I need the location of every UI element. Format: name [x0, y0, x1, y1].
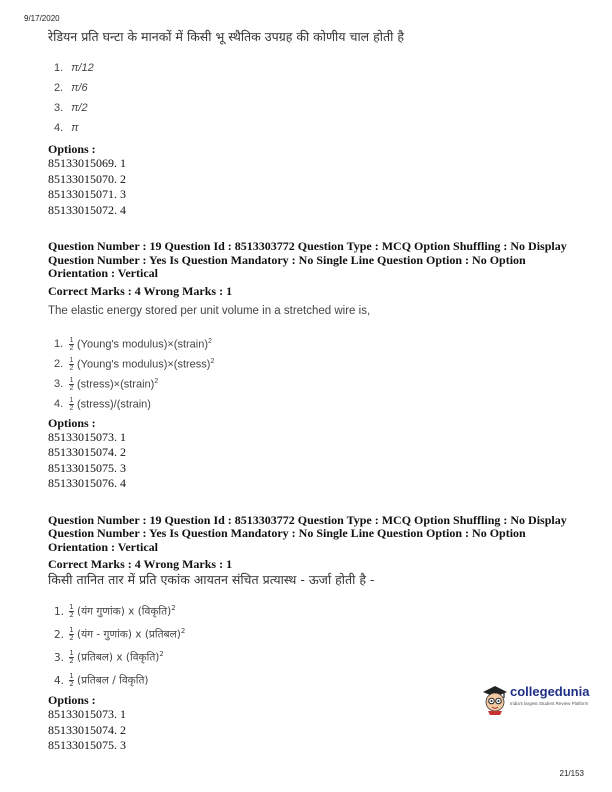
q1-option-4: 4. π — [54, 122, 79, 134]
q2-options-label: Options : — [48, 415, 96, 430]
q2-options — [54, 332, 588, 412]
half-fraction: $\frac{1}{2}$ — [69, 376, 74, 392]
q1-option-2: 2. π/6 — [54, 82, 88, 94]
page-number: 21/153 — [559, 769, 584, 778]
q2-option-1: 1. $\frac{1}{2}$ (Young's modulus)×(strain)$^2$ — [54, 336, 212, 352]
q2-meta: Question Number : 19 Question Id : 8513303772 Question Type : MCQ Option Shuffling : No Display Question Number : Yes Is Question Mandatory : No Single Line Question Option : No Option Orientation : Vertical — [48, 239, 567, 280]
q3-option-2: 2. $\frac{1}{2}$ (यंग - गुणांक) x (प्रतिबल)$^2$ — [54, 626, 186, 642]
q2-option-3: 3. $\frac{1}{2}$ (stress)×(strain)$^2$ — [54, 376, 159, 392]
q1-option-code: 85133015072. 4 — [48, 202, 126, 217]
q1-options — [54, 58, 588, 138]
q2-option-code: 85133015074. 2 — [48, 445, 126, 459]
q2-option-code: 85133015073. 1 — [48, 429, 126, 444]
half-fraction: $\frac{1}{2}$ — [69, 626, 74, 642]
half-fraction: $\frac{1}{2}$ — [69, 672, 74, 688]
q2-option-4: 4. $\frac{1}{2}$ (stress)/(strain) — [54, 396, 151, 412]
q1-option-3: 3. π/2 — [54, 102, 88, 114]
logo-brand-text: collegedunia — [510, 684, 590, 699]
q3-option-code: 85133015075. 3 — [48, 738, 126, 752]
half-fraction: $\frac{1}{2}$ — [69, 603, 74, 619]
q2-option-code: 85133015076. 4 — [48, 476, 126, 490]
half-fraction: $\frac{1}{2}$ — [69, 336, 74, 352]
q3-text: किसी तानित तार में प्रति एकांक आयतन संचित प्रत्यास्थ - ऊर्जा होती है - — [48, 572, 375, 587]
q3-options — [54, 597, 588, 689]
half-fraction: $\frac{1}{2}$ — [69, 356, 74, 372]
q1-option-code: 85133015071. 3 — [48, 187, 126, 201]
q3-marks: Correct Marks : 4 Wrong Marks : 1 — [48, 557, 233, 571]
q1-option-code: 85133015069. 1 — [48, 156, 126, 170]
q2-text: The elastic energy stored per unit volume in a stretched wire is, — [48, 304, 371, 317]
print-date: 9/17/2020 — [24, 14, 60, 23]
q3-meta: Question Number : 19 Question Id : 8513303772 Question Type : MCQ Option Shuffling : No Display Question Number : Yes Is Question Mandatory : No Single Line Question Option : No Option Orientation : Vertical — [48, 512, 567, 554]
q2-option-code: 85133015075. 3 — [48, 460, 126, 475]
q3-option-4: 4. $\frac{1}{2}$ (प्रतिबल / विकृति) — [54, 672, 149, 688]
q3-option-1: 1. $\frac{1}{2}$ (यंग गुणांक) x (विकृति)$^2$ — [54, 603, 176, 619]
q1-option-1: 1. π/12 — [54, 62, 94, 74]
half-fraction: $\frac{1}{2}$ — [69, 396, 74, 412]
q2-marks: Correct Marks : 4 Wrong Marks : 1 — [48, 283, 233, 298]
q1-options-label: Options : — [48, 142, 96, 156]
q2-option-2: 2. $\frac{1}{2}$ (Young's modulus)×(stress)$^2$ — [54, 356, 215, 372]
question-content — [48, 28, 588, 754]
q3-option-3: 3. $\frac{1}{2}$ (प्रतिबल) x (विकृति)$^2$ — [54, 649, 164, 665]
q3-option-code: 85133015074. 2 — [48, 722, 126, 737]
q1-option-code: 85133015070. 2 — [48, 171, 126, 186]
half-fraction: $\frac{1}{2}$ — [69, 649, 74, 665]
logo-tagline: India's largest Student Review Platform — [510, 701, 589, 706]
q1-text: रेडियन प्रति घन्टा के मानकों में किसी भू स्थैतिक उपग्रह की कोणीय चाल होती है — [48, 29, 404, 44]
q3-option-code: 85133015073. 1 — [48, 707, 126, 721]
mascot-icon — [480, 682, 510, 716]
collegedunia-logo — [480, 682, 590, 718]
q3-options-label: Options : — [48, 693, 96, 707]
